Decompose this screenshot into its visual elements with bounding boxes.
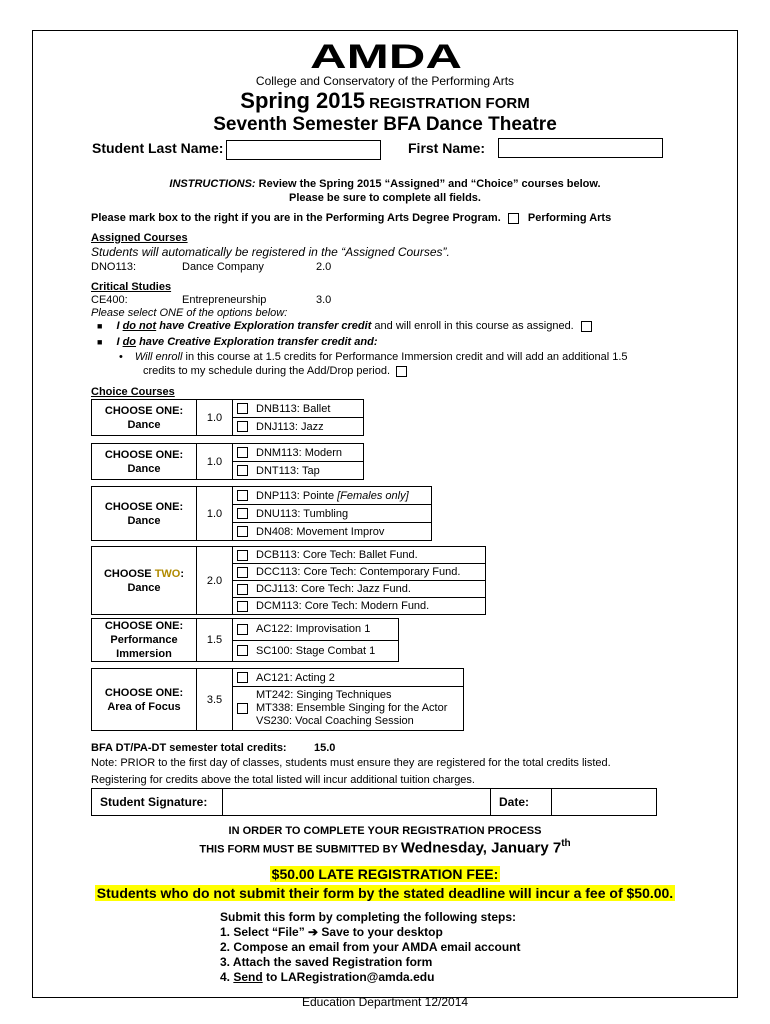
instructions-line2: Please be sure to complete all fields. (289, 192, 481, 204)
credits-cell: 1.0 (197, 444, 233, 480)
option-label: SC100: Stage Combat 1 (256, 644, 376, 657)
select-note: Please select ONE of the options below: (91, 307, 288, 319)
fee-text: Students who do not submit their form by the stated deadline will incur a fee of $50.00. (96, 885, 674, 901)
option-note: [Females only] (337, 489, 409, 502)
critical-sub-line2 (143, 365, 407, 377)
first-name-field[interactable] (498, 138, 663, 158)
step-3: 3. Attach the saved Registration form (220, 955, 433, 969)
choice-group-3 (91, 486, 432, 541)
critical-option-2 (97, 336, 377, 348)
option-row[interactable] (233, 564, 486, 581)
choice-group-6 (91, 668, 464, 731)
choice-label-cell (92, 444, 197, 480)
sub-rest: in this course at 1.5 credits for Performance Immersion credit and will add an additional 1.5 (182, 351, 628, 363)
area-label: Performance (110, 634, 178, 646)
step-1: 1. Select “File” ➔ Save to your desktop (220, 925, 443, 939)
degree-row (91, 212, 611, 224)
college-subtitle: College and Conservatory of the Performing Arts (255, 74, 515, 88)
step-4-send: Send (233, 970, 263, 984)
program-title: Seventh Semester BFA Dance Theatre (213, 114, 557, 135)
choice-label-cell (92, 487, 197, 541)
option-row[interactable] (233, 619, 399, 641)
performing-arts-checkbox[interactable] (508, 213, 519, 224)
opt2-mid: have Creative Exploration transfer credit and: (136, 336, 378, 348)
form-title-main: Spring 2015 (240, 88, 365, 113)
choose-two-emphasis: TWO (154, 567, 181, 580)
last-name-label: Student Last Name: (92, 140, 224, 156)
option-checkbox[interactable] (237, 421, 248, 432)
option-checkbox[interactable] (237, 584, 248, 595)
choice-group-2 (91, 443, 364, 480)
option-label-stack (256, 689, 447, 728)
option-label: DCM113: Core Tech: Modern Fund. (256, 600, 430, 612)
total-credits-label: BFA DT/PA-DT semester total credits: (91, 742, 287, 754)
option-row[interactable] (233, 487, 432, 505)
fee-text-row (0, 885, 770, 903)
choose-two-pre: CHOOSE (103, 567, 155, 580)
option-row[interactable] (233, 523, 432, 541)
option-label: MT242: Singing Techniques (256, 689, 392, 701)
bullet-square: ■ (97, 337, 103, 347)
opt1-underlined: do not (122, 320, 157, 332)
critical-sub-option (119, 351, 628, 363)
option-row[interactable] (233, 418, 364, 436)
assigned-course-code: DNO113: (91, 261, 137, 273)
steps-heading: Submit this form by completing the following steps: (220, 910, 517, 924)
credits-cell: 1.0 (197, 400, 233, 436)
area-label: Area of Focus (107, 700, 181, 713)
deadline-sup: th (561, 838, 571, 849)
fee-title: $50.00 LATE REGISTRATION FEE: (271, 866, 499, 882)
credits-cell: 1.5 (197, 619, 233, 662)
option-checkbox[interactable] (237, 447, 248, 458)
option-label: AC121: Acting 2 (256, 671, 335, 684)
option-checkbox[interactable] (237, 672, 248, 683)
option-row[interactable] (233, 581, 486, 598)
choice-group-5 (91, 618, 399, 662)
option-row[interactable] (233, 444, 364, 462)
critical-option-1 (97, 320, 592, 332)
choose-one-label: CHOOSE ONE: (104, 404, 184, 417)
option-label: DN408: Movement Improv (256, 525, 385, 538)
credits-cell: 2.0 (197, 547, 233, 615)
no-transfer-checkbox[interactable] (581, 321, 592, 332)
signature-row (91, 788, 657, 816)
critical-course-name: Entrepreneurship (182, 294, 267, 306)
critical-heading: Critical Studies (91, 281, 172, 293)
bullet-dot: • (119, 351, 123, 363)
option-checkbox[interactable] (237, 645, 248, 656)
option-checkbox[interactable] (237, 526, 248, 537)
assigned-note: Students will automatically be registered in the “Assigned Courses”. (91, 245, 450, 259)
option-row[interactable] (233, 505, 432, 523)
opt1-end: and will enroll in this course as assigned. (371, 320, 574, 332)
footer-text: Education Department 12/2014 (301, 995, 469, 1009)
step-4-num: 4. (220, 970, 234, 984)
transfer-checkbox[interactable] (396, 366, 407, 377)
option-checkbox[interactable] (237, 490, 248, 501)
option-checkbox[interactable] (237, 508, 248, 519)
option-label: DNM113: Modern (256, 446, 342, 459)
option-row[interactable] (233, 462, 364, 480)
option-row[interactable] (233, 598, 486, 615)
step-2: 2. Compose an email from your AMDA email account (220, 940, 521, 954)
amda-logo (308, 40, 464, 72)
deadline-line1: IN ORDER TO COMPLETE YOUR REGISTRATION PROCESS (228, 825, 542, 837)
form-title (0, 88, 770, 114)
option-checkbox[interactable] (237, 567, 248, 578)
area-label-2: Immersion (116, 648, 172, 660)
option-row[interactable] (233, 687, 464, 731)
totals-note-1: Note: PRIOR to the first day of classes, students must ensure they are registered for the total credits listed. (91, 757, 611, 769)
option-checkbox[interactable] (237, 624, 248, 635)
divider (490, 789, 491, 815)
fee-title-row (0, 866, 770, 884)
critical-course-credits: 3.0 (316, 294, 332, 306)
choice-label-cell (92, 547, 197, 615)
option-checkbox[interactable] (237, 465, 248, 476)
form-title-rest: REGISTRATION FORM (365, 95, 530, 112)
degree-text: Please mark box to the right if you are in the Performing Arts Degree Program. (91, 212, 501, 224)
area-label: Dance (127, 418, 161, 431)
choose-one-label: CHOOSE ONE: (104, 686, 184, 699)
opt2-underlined: do (122, 336, 137, 348)
choose-one-label: CHOOSE ONE: (104, 448, 184, 461)
option-row[interactable] (233, 547, 486, 564)
area-label: Dance (127, 581, 161, 594)
instructions-line1 (0, 178, 770, 190)
option-label: DCC113: Core Tech: Contemporary Fund. (256, 566, 461, 578)
bullet-square: ■ (97, 321, 103, 331)
sub-line2: credits to my schedule during the Add/Drop period. (143, 365, 391, 377)
last-name-field[interactable] (226, 140, 381, 160)
total-credits-value: 15.0 (314, 742, 336, 754)
assigned-course-name: Dance Company (182, 261, 264, 273)
choice-label-cell (92, 669, 197, 731)
totals-note-2: Registering for credits above the total listed will incur additional tuition charges. (91, 774, 475, 786)
option-label: DCJ113: Core Tech: Jazz Fund. (256, 583, 411, 595)
option-checkbox[interactable] (237, 601, 248, 612)
choice-label-cell (92, 619, 197, 662)
opt1-mid: have Creative Exploration transfer credit (156, 320, 372, 332)
option-label: AC122: Improvisation 1 (256, 623, 371, 636)
area-label: Dance (127, 462, 161, 475)
date-field[interactable] (552, 789, 656, 815)
option-label: MT338: Ensemble Singing for the Actor (256, 702, 448, 714)
choose-one-label: CHOOSE ONE: (104, 500, 184, 513)
option-label: DNB113: Ballet (256, 402, 331, 415)
deadline-day: Wednesday, January 7 (400, 839, 562, 857)
option-label: DNT113: Tap (256, 464, 320, 477)
area-label: Dance (127, 514, 161, 527)
choose-one-label: CHOOSE ONE: (104, 620, 184, 632)
credits-cell: 1.0 (197, 487, 233, 541)
choice-group-1 (91, 399, 364, 436)
date-label: Date: (499, 795, 530, 809)
signature-field[interactable] (223, 789, 490, 815)
deadline-pre: THIS FORM MUST BE SUBMITTED BY (199, 843, 401, 856)
assigned-heading: Assigned Courses (91, 232, 188, 244)
option-checkbox[interactable] (237, 703, 248, 714)
deadline-line2 (0, 838, 770, 857)
option-label: DNU113: Tumbling (256, 507, 349, 520)
choice-heading: Choice Courses (91, 386, 175, 398)
option-row[interactable] (233, 400, 364, 418)
step-4-rest[interactable]: to LARegistration@amda.edu (262, 970, 435, 984)
option-checkbox[interactable] (237, 403, 248, 414)
option-label: DNP113: Pointe (256, 489, 338, 502)
instructions-lead: INSTRUCTIONS: (169, 178, 256, 190)
choice-group-4 (91, 546, 486, 615)
opt2-pre: I (116, 336, 123, 348)
option-checkbox[interactable] (237, 550, 248, 561)
degree-option-label: Performing Arts (527, 212, 612, 224)
critical-course-code: CE400: (91, 294, 128, 306)
assigned-course-credits: 2.0 (316, 261, 332, 273)
option-label: DNJ113: Jazz (256, 420, 324, 433)
choose-two-post: : (180, 567, 185, 580)
instructions-text: Review the Spring 2015 “Assigned” and “Choice” courses below. (255, 178, 601, 190)
option-row[interactable] (233, 640, 399, 662)
opt1-pre: I (116, 320, 123, 332)
first-name-label: First Name: (408, 140, 486, 156)
submit-steps (220, 910, 521, 985)
option-label: VS230: Vocal Coaching Session (256, 715, 414, 727)
choice-label-cell (92, 400, 197, 436)
option-row[interactable] (233, 669, 464, 687)
step-4 (220, 970, 521, 985)
logo-text: AMDA (310, 40, 462, 72)
credits-cell: 3.5 (197, 669, 233, 731)
sub-italic: Will enroll (134, 351, 183, 363)
option-label: DCB113: Core Tech: Ballet Fund. (256, 549, 418, 561)
option-group-mt (237, 689, 459, 728)
signature-label: Student Signature: (100, 795, 208, 809)
